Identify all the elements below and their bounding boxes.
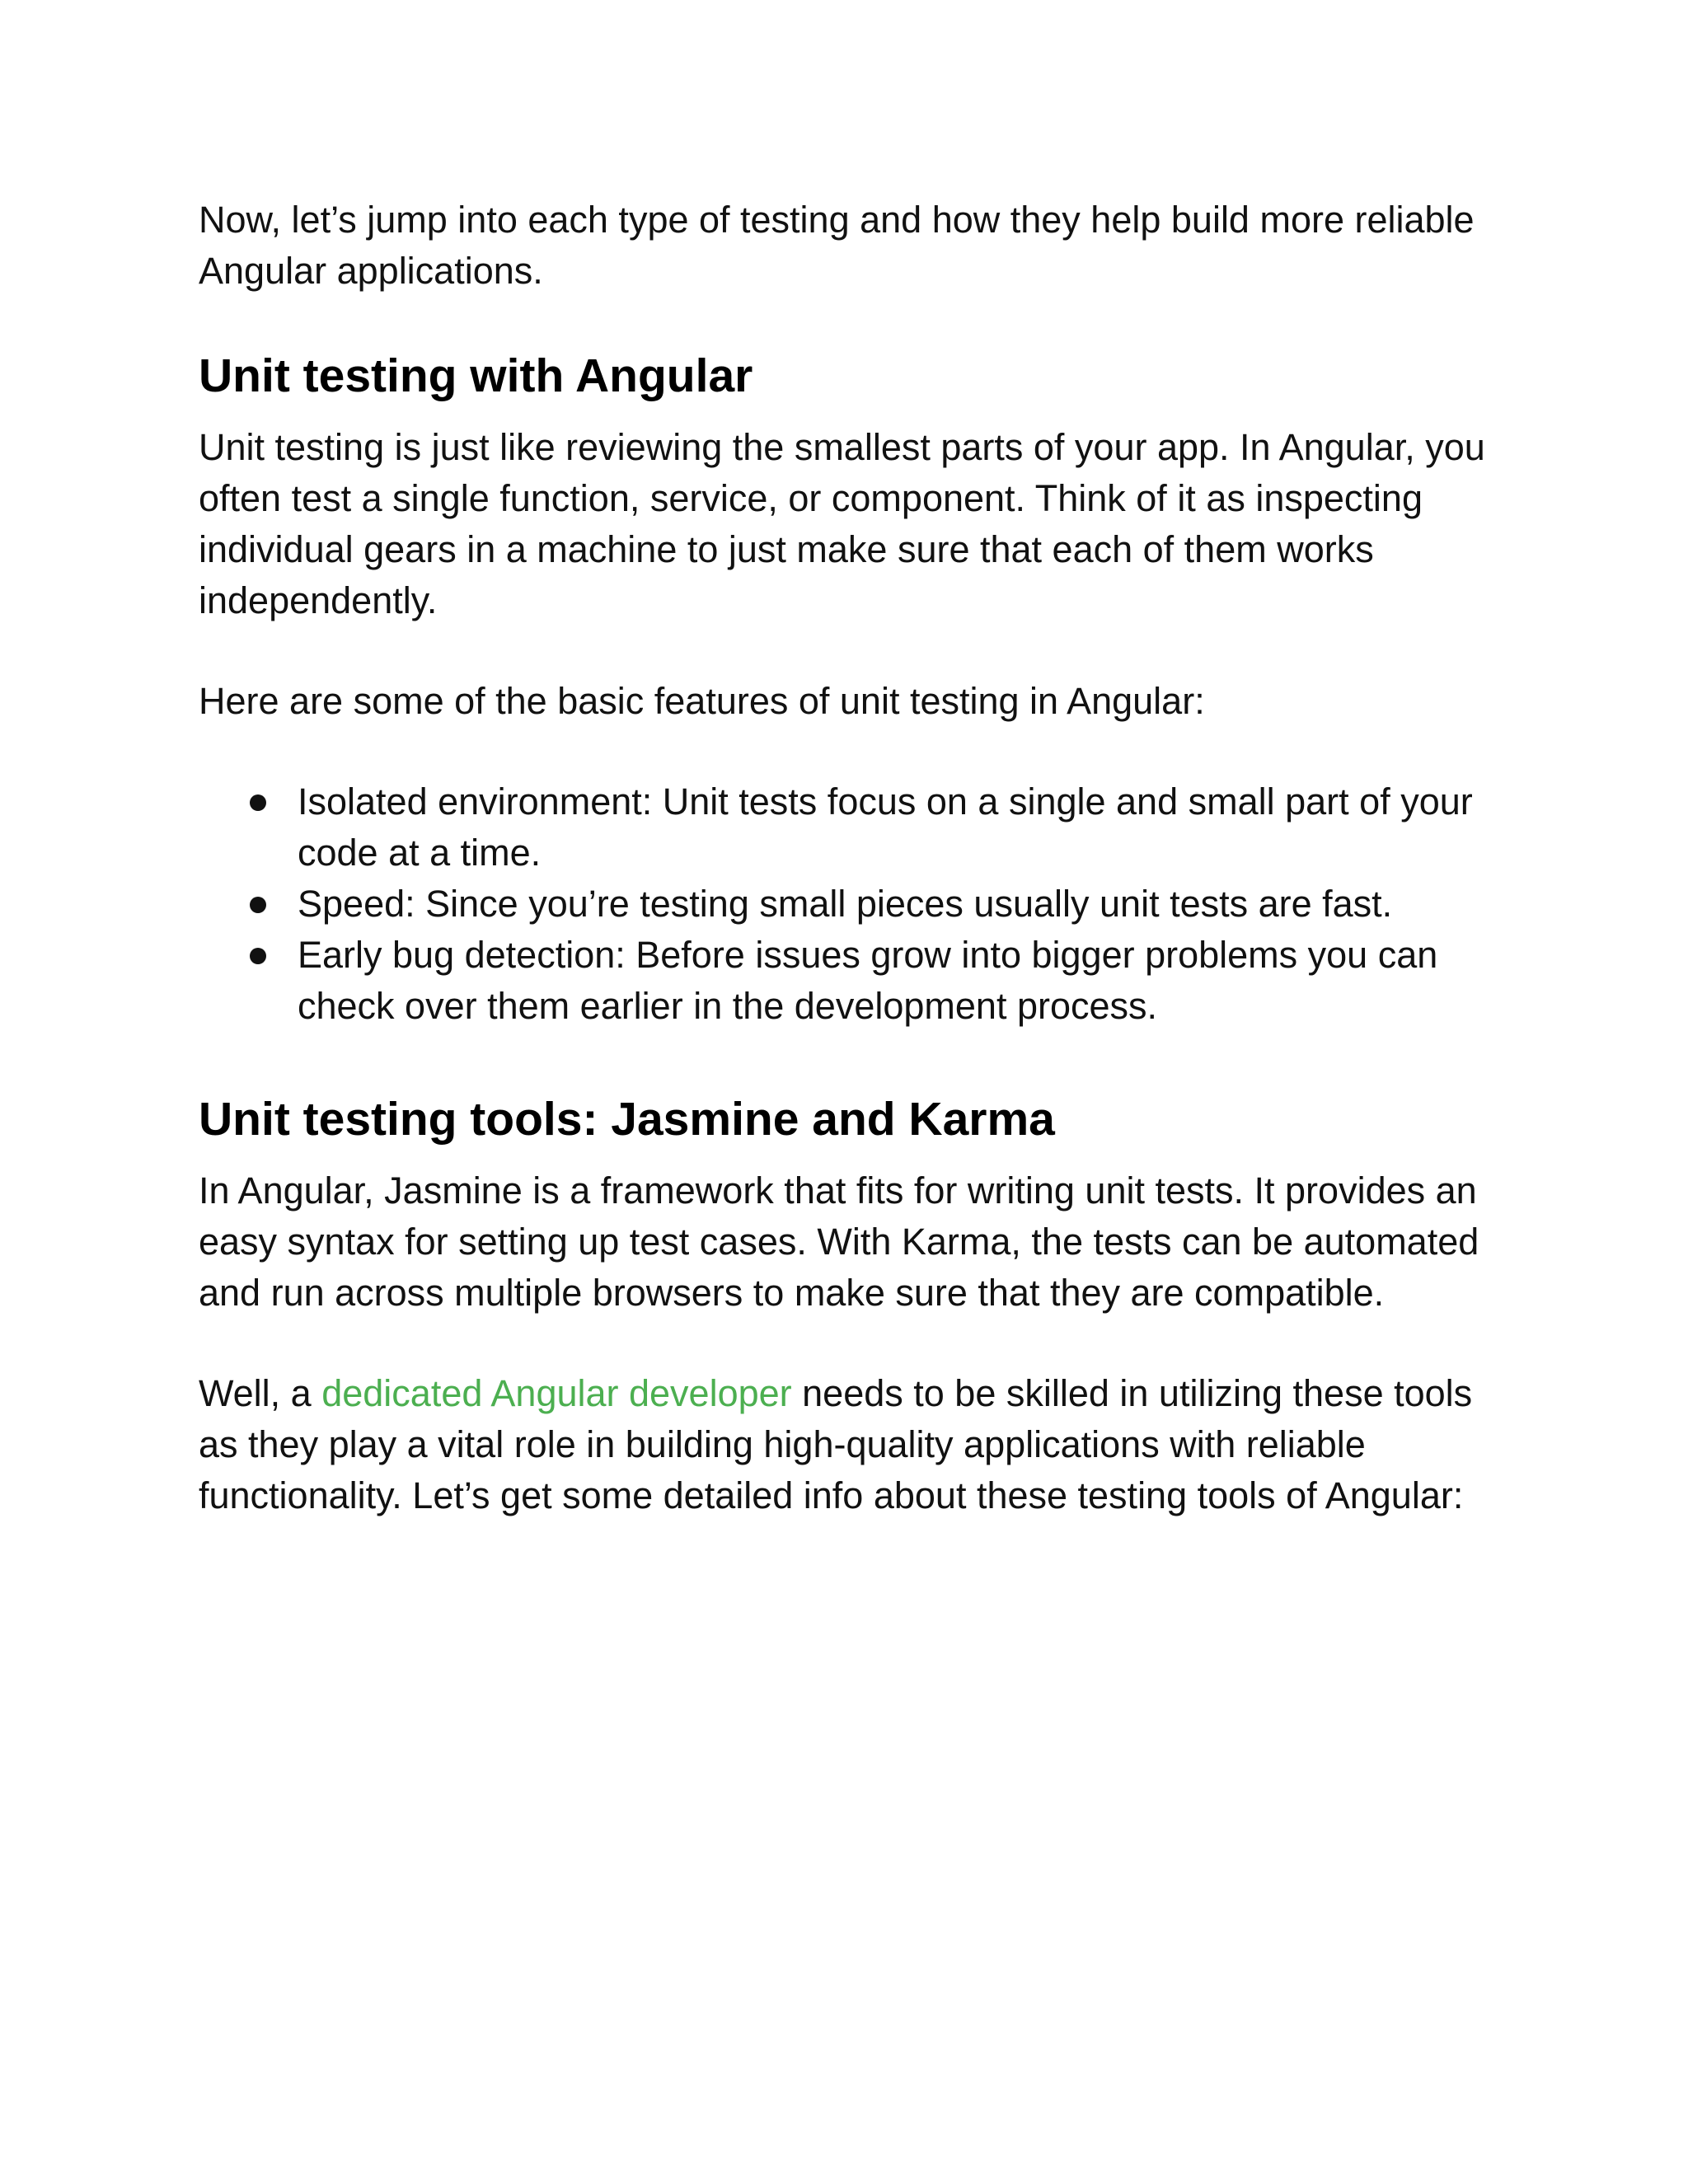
list-item [199, 776, 1501, 879]
list-item [199, 879, 1501, 930]
list-item-text: Isolated environment: Unit tests focus on a single and small part of your code at a time. [298, 780, 1473, 874]
bullet-icon [250, 948, 266, 964]
dedicated-angular-developer-link[interactable]: dedicated Angular developer [321, 1372, 792, 1414]
unit-testing-paragraph: Unit testing is just like reviewing the smallest parts of your app. In Angular, you often test a single function, service, or component. Think of it as inspecting individual gears in a machine to just make sure that each of them works independently. [199, 426, 1485, 621]
list-item-text: Speed: Since you’re testing small pieces usually unit tests are fast. [298, 883, 1393, 925]
closing-paragraph [199, 1368, 1501, 1521]
closing-text-after: needs to be skilled in utilizing these tools as they play a vital role in building high-quality applications with reliable functionality. Let’s get some detailed info about these testing tools of Angular: [199, 1372, 1473, 1516]
bullet-icon [250, 897, 266, 913]
section-heading-testing-tools: Unit testing tools: Jasmine and Karma [199, 1093, 1055, 1146]
testing-tools-paragraph: In Angular, Jasmine is a framework that fits for writing unit tests. It provides an easy syntax for setting up test cases. With Karma, the tests can be automated and run across multiple browsers to make sure that they are compatible. [199, 1169, 1479, 1314]
closing-text-before: Well, a [199, 1372, 322, 1414]
list-item-text: Early bug detection: Before issues grow into bigger problems you can check over them earlier in the development process. [298, 934, 1438, 1027]
features-intro-paragraph: Here are some of the basic features of unit testing in Angular: [199, 680, 1205, 722]
list-item [199, 930, 1501, 1032]
section-heading-unit-testing: Unit testing with Angular [199, 349, 753, 402]
features-list [199, 776, 1501, 1032]
bullet-icon [250, 794, 266, 811]
document-page [199, 194, 1501, 1521]
intro-paragraph: Now, let’s jump into each type of testing and how they help build more reliable Angular applications. [199, 199, 1475, 292]
